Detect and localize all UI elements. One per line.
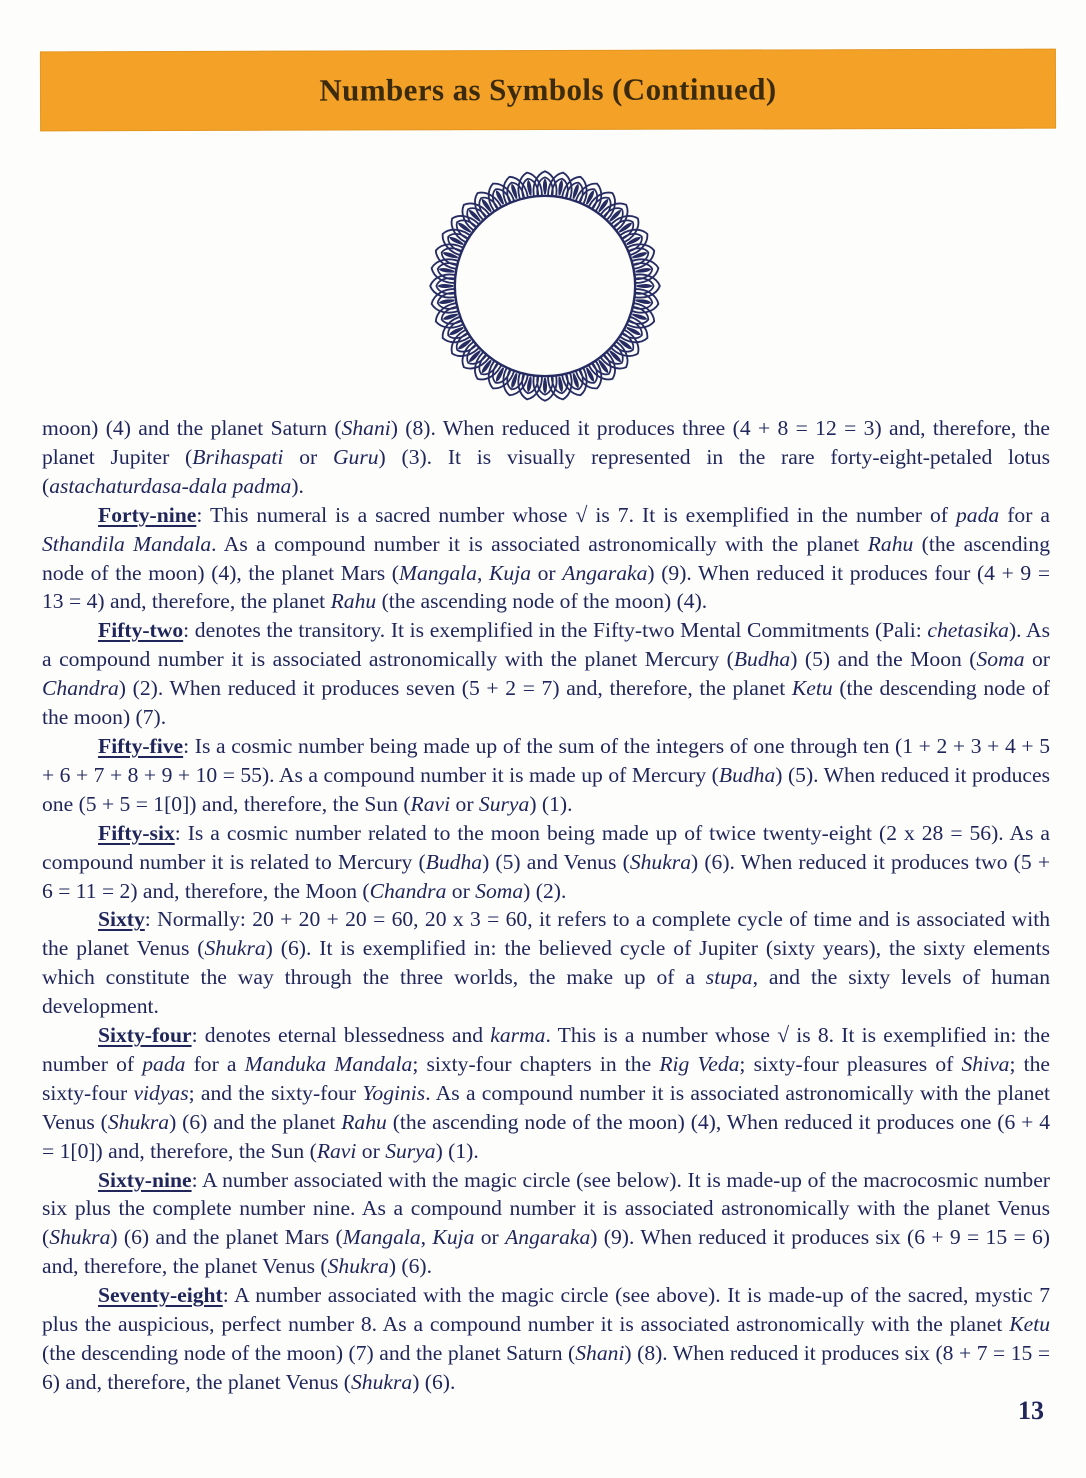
entry-heading: Fifty-six [98, 820, 175, 845]
paragraph [42, 732, 1050, 819]
text-run: or [283, 444, 333, 469]
text-run: for a [999, 502, 1050, 527]
text-run: ) (6). [388, 1254, 432, 1279]
text-run: Mangala [342, 1225, 421, 1250]
text-run: astachaturdasa-dala padma [49, 473, 292, 498]
text-run: ). [291, 473, 304, 498]
text-run: Kuja [432, 1225, 475, 1250]
text-run: Shukra [107, 1109, 170, 1134]
text-run: ) (5) and Venus ( [482, 849, 630, 874]
text-run: : A number associated with the magic circle (see above). It is made-up of the sacred, mystic 7 plus the auspicious, perfect number 8. As a compound number it is associated astronomically with the planet [42, 1283, 1050, 1337]
entry-heading: Seventy-eight [98, 1283, 223, 1308]
text-run: Rig Veda [659, 1051, 740, 1076]
text-run: ; and the sixty-four [188, 1080, 363, 1105]
paragraph [42, 1166, 1050, 1282]
text-run: karma [490, 1023, 546, 1048]
text-run: ) (6). When reduced it produces two (5 + 6 = 11 = 2) and, therefore, the Moon ( [42, 849, 1050, 903]
paragraph [42, 819, 1050, 906]
entry-heading: Sixty-nine [98, 1167, 192, 1192]
text-run: ) (2). [523, 878, 567, 903]
text-run: ) (1). [435, 1138, 479, 1163]
body-text [42, 414, 1050, 1397]
chapter-banner [40, 49, 1056, 132]
text-run: stupa [705, 965, 753, 990]
page-title: Numbers as Symbols (Continued) [319, 71, 777, 108]
page-number: 13 [1018, 1396, 1044, 1425]
text-run: Shiva [961, 1051, 1010, 1076]
text-run: Brihaspati [192, 444, 284, 469]
text-run: ; sixty-four chapters in the [412, 1051, 660, 1076]
text-run: Shukra [204, 936, 266, 961]
text-run: ; sixty-four pleasures of [739, 1051, 962, 1076]
text-run: , and the sixty levels of human development. [42, 965, 1050, 1019]
text-run: vidyas [133, 1080, 189, 1105]
text-run: ) (8). When reduced it produces three (4 + 8 = 12 = 3) and, therefore, the planet Jupiter ( [42, 416, 1050, 469]
text-run: Ravi [316, 1138, 357, 1163]
text-run: : Is a cosmic number related to the moon being made up of twice twenty-eight (2 x 28 = 56). As a compound number it is related to Mercury ( [42, 820, 1050, 874]
text-run: ) (2). When reduced it produces seven (5 + 2 = 7) and, therefore, the planet [118, 676, 792, 701]
text-run: ) (6) and the planet [169, 1109, 342, 1134]
text-run: Manduka Mandala [244, 1051, 413, 1076]
text-run: . As a compound number it is associated astronomically with the planet [211, 531, 868, 556]
text-run: (the ascending node of the moon) (4). [376, 589, 708, 614]
text-run: Ravi [410, 791, 451, 816]
text-run: Chandra [369, 878, 447, 903]
text-run: ) (9). When reduced it produces six (6 + 9 = 15 = 6) and, therefore, the planet Venus ( [42, 1225, 1050, 1279]
text-run: for a [185, 1051, 245, 1076]
text-run: pada [142, 1051, 186, 1076]
entry-heading: Sixty-four [98, 1023, 192, 1048]
text-run: ) (5). When reduced it produces one (5 + 5 = 1[0]) and, therefore, the Sun ( [42, 762, 1050, 816]
text-run: (the descending node of the moon) (7). [42, 676, 1050, 730]
text-run: : denotes eternal blessedness and [191, 1023, 491, 1048]
text-run: chetasika [927, 618, 1009, 643]
text-run: Chandra [42, 676, 119, 701]
text-run: Rahu [330, 589, 377, 614]
paragraph [42, 1021, 1050, 1166]
text-run: or [531, 560, 563, 585]
petaled-lotus-icon [422, 163, 668, 409]
text-run: moon) (4) and the planet Saturn ( [42, 416, 342, 440]
paragraph [42, 616, 1050, 732]
entry-heading: Fifty-two [98, 618, 184, 643]
text-run: Surya [385, 1138, 436, 1163]
text-run: Surya [478, 791, 530, 816]
text-run: Shani [575, 1341, 625, 1365]
text-run: : This numeral is a sacred number whose √ is 7. It is exemplified in the number of [196, 502, 956, 527]
text-run: ) (8). When reduced it produces six (8 + 7 = 15 = 6) and, therefore, the planet Venus ( [42, 1341, 1050, 1394]
text-run: ) (5) and the Moon ( [790, 647, 977, 672]
text-run: Budha [425, 849, 483, 874]
text-run: (the ascending node of the moon) (4), When reduced it produces one (6 + 4 = 1[0]) and, therefore, the Sun ( [42, 1109, 1050, 1163]
text-run: Rahu [341, 1109, 387, 1134]
text-run: ) (1). [529, 791, 573, 816]
text-run: ) (9). When reduced it produces four (4 + 9 = 13 = 4) and, therefore, the planet [42, 560, 1050, 614]
text-run: or [1024, 647, 1050, 672]
text-run: ). As a compound number it is associated astronomically with the planet Mercury ( [42, 618, 1050, 672]
text-run: Sthandila Mandala [42, 531, 212, 556]
text-run: . This is a number whose √ is 8. It is exemplified in: the number of [42, 1023, 1050, 1076]
text-run: ; the sixty-four [42, 1051, 1051, 1105]
text-run: , [420, 1225, 433, 1250]
paragraph [42, 1281, 1050, 1397]
text-run: , [476, 560, 490, 585]
text-run: ) (6) and the planet Mars ( [110, 1225, 343, 1250]
text-run: : Is a cosmic number being made up of the sum of the integers of one through ten (1 + 2 + 3 + 4 + 5 + 6 + 7 + 8 + 9 + 10 = 55). As a compound number it is made up of Mercury ( [42, 733, 1050, 787]
text-run: Shukra [327, 1254, 389, 1279]
entry-heading: Sixty [98, 907, 145, 932]
text-run: or [356, 1138, 386, 1163]
text-run: or [446, 878, 476, 903]
text-run: Budha [733, 647, 791, 672]
text-run: Guru [332, 444, 379, 469]
text-run: Soma [976, 647, 1025, 672]
paragraph [42, 501, 1050, 617]
lotus-illustration [422, 163, 668, 409]
text-run: Angaraka [562, 560, 648, 585]
text-run: Budha [718, 762, 776, 787]
text-run: or [474, 1225, 506, 1250]
paragraph [42, 414, 1050, 501]
text-run: Rahu [867, 531, 914, 556]
text-run: : Normally: 20 + 20 + 20 = 60, 20 x 3 = 60, it refers to a complete cycle of time and is associated with the planet Venus ( [42, 907, 1050, 961]
text-run: (the ascending node of the moon) (4), the planet Mars ( [42, 531, 1050, 585]
text-run: ) (6). It is exemplified in: the believed cycle of Jupiter (sixty years), the sixty elements which constitute the way through the three worlds, the make up of a [42, 936, 1051, 990]
text-run: Soma [475, 878, 524, 903]
text-run: Kuja [489, 560, 532, 585]
paragraph [42, 905, 1050, 1021]
text-run: Shani [341, 416, 391, 440]
text-run: Ketu [791, 676, 833, 701]
text-run: ) (6). [412, 1369, 456, 1394]
text-run: Shukra [629, 849, 691, 874]
text-run: . As a compound number it is associated astronomically with the planet Venus ( [42, 1080, 1051, 1134]
text-run: : denotes the transitory. It is exemplified in the Fifty-two Mental Commitments (Pali: [183, 618, 928, 643]
text-run: (the descending node of the moon) (7) and the planet Saturn ( [42, 1341, 576, 1365]
entry-heading: Fifty-five [98, 733, 184, 758]
text-run: Ketu [1009, 1312, 1050, 1337]
text-run: Angaraka [505, 1225, 591, 1250]
entry-heading: Forty-nine [98, 502, 197, 527]
text-run: ) (3). It is visually represented in the rare forty-eight-petaled lotus ( [42, 444, 1050, 498]
text-run: pada [956, 502, 1000, 527]
text-run: Shukra [49, 1225, 111, 1250]
text-run: or [450, 791, 479, 816]
text-run: Shukra [351, 1369, 413, 1394]
text-run: Yoginis [362, 1080, 426, 1105]
text-run: : A number associated with the magic circle (see below). It is made-up of the macrocosmic number six plus the complete number nine. As a compound number it is associated astronomically with the planet Venus ( [42, 1167, 1050, 1250]
text-run: Mangala [399, 560, 477, 585]
